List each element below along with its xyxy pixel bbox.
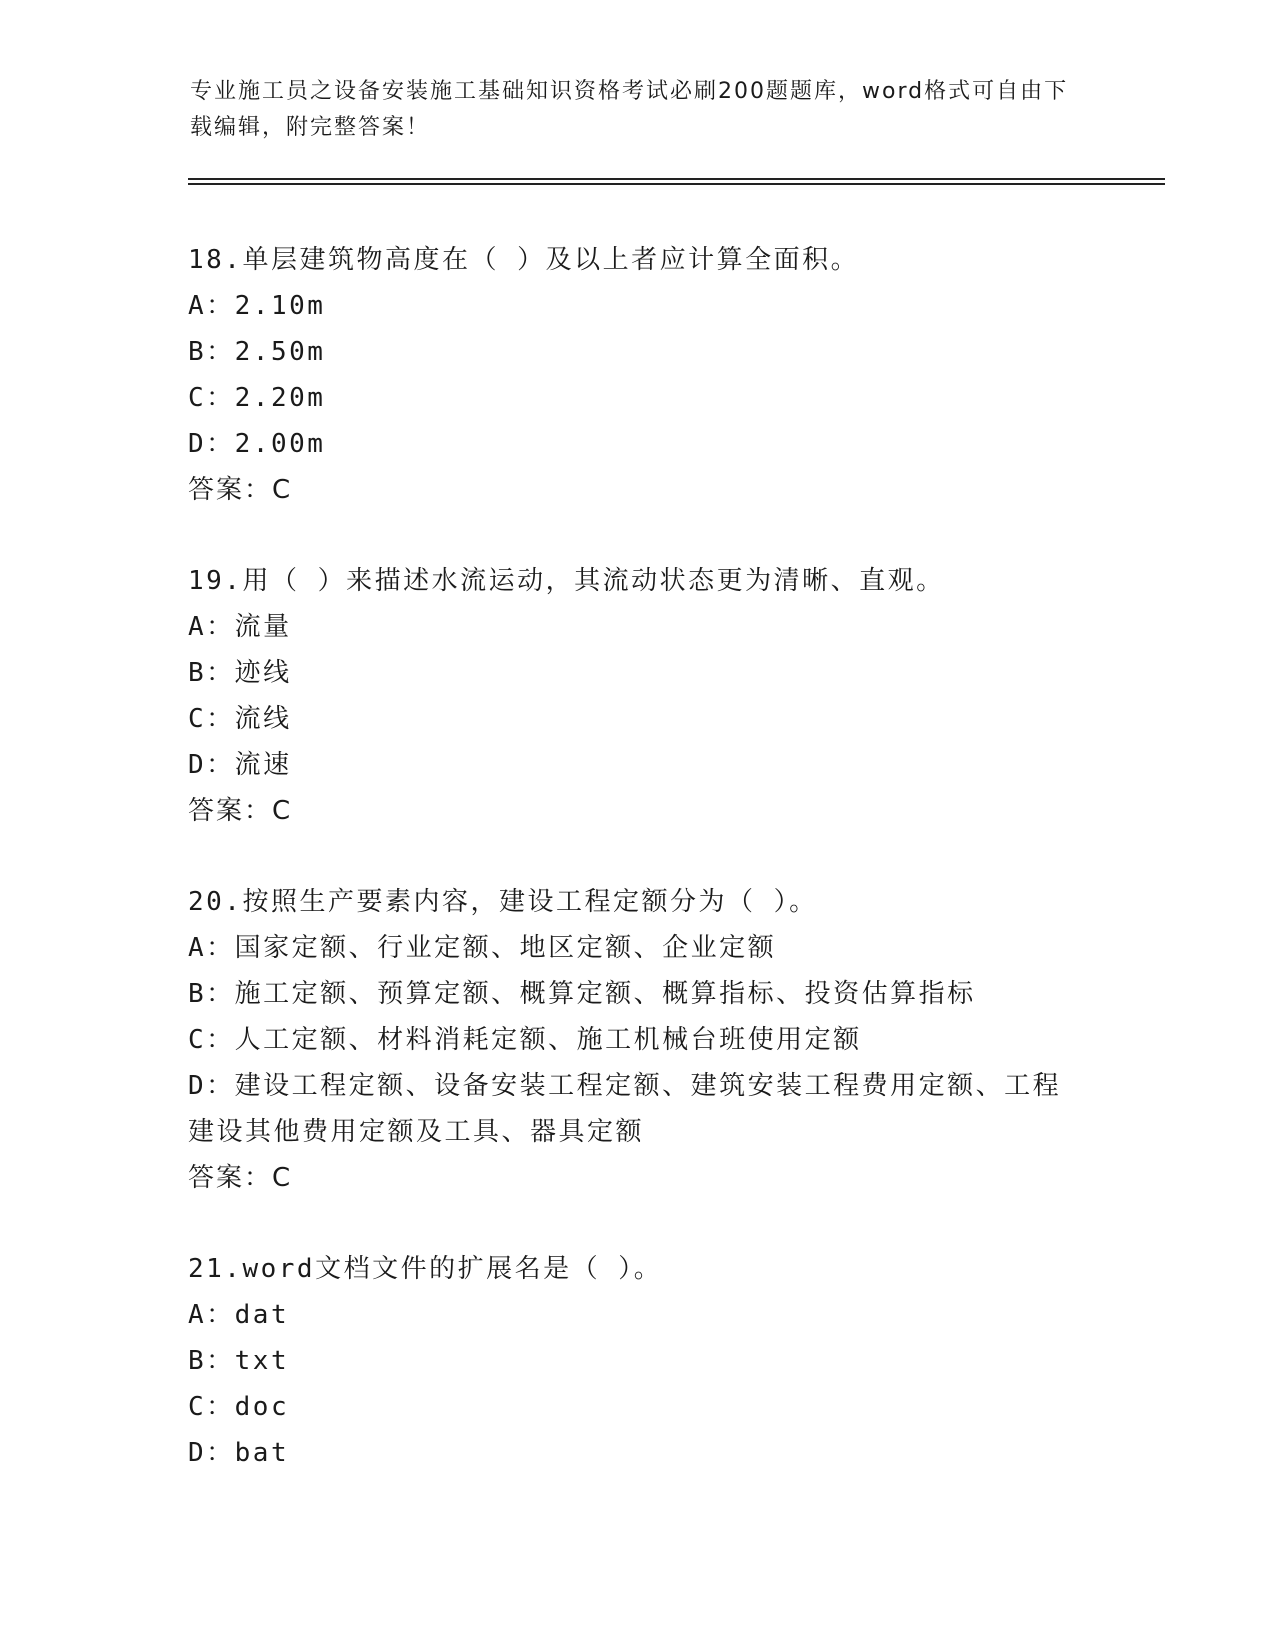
option-d: D：建设工程定额、设备安装工程定额、建筑安装工程费用定额、工程建设其他费用定额及工具、器具定额 (188, 1071, 1062, 1147)
option-c: C：2.20m (188, 383, 326, 413)
document-title: 专业施工员之设备安装施工基础知识资格考试必刷200题题库，word格式可自由下载编辑，附完整答案！ (190, 79, 1069, 140)
question-21 (188, 1246, 1088, 1476)
question-text: 21.word文档文件的扩展名是（ ）。 (188, 1254, 663, 1284)
option-d: D：流速 (188, 750, 292, 780)
answer: 答案：C (188, 1163, 293, 1193)
option-b: B：2.50m (188, 337, 326, 367)
option-a: A：国家定额、行业定额、地区定额、企业定额 (188, 933, 777, 963)
option-b: B：迹线 (188, 658, 292, 688)
option-d: D：bat (188, 1438, 290, 1468)
answer: 答案：C (188, 475, 293, 505)
option-a: A：dat (188, 1300, 290, 1330)
page-header (190, 74, 1090, 146)
question-19 (188, 558, 1088, 834)
option-d: D：2.00m (188, 429, 326, 459)
answer: 答案：C (188, 796, 293, 826)
option-c: C：doc (188, 1392, 290, 1422)
option-a: A：2.10m (188, 291, 326, 321)
question-18 (188, 237, 1088, 513)
header-divider (188, 178, 1165, 180)
header-divider (188, 183, 1165, 185)
option-c: C：流线 (188, 704, 292, 734)
question-text: 19.用（ ）来描述水流运动，其流动状态更为清晰、直观。 (188, 566, 945, 596)
option-b: B：施工定额、预算定额、概算定额、概算指标、投资估算指标 (188, 979, 976, 1009)
question-text: 20.按照生产要素内容，建设工程定额分为（ ）。 (188, 887, 818, 917)
option-c: C：人工定额、材料消耗定额、施工机械台班使用定额 (188, 1025, 862, 1055)
option-b: B：txt (188, 1346, 290, 1376)
question-20 (188, 879, 1088, 1201)
option-a: A：流量 (188, 612, 292, 642)
question-text: 18.单层建筑物高度在（ ）及以上者应计算全面积。 (188, 245, 860, 275)
